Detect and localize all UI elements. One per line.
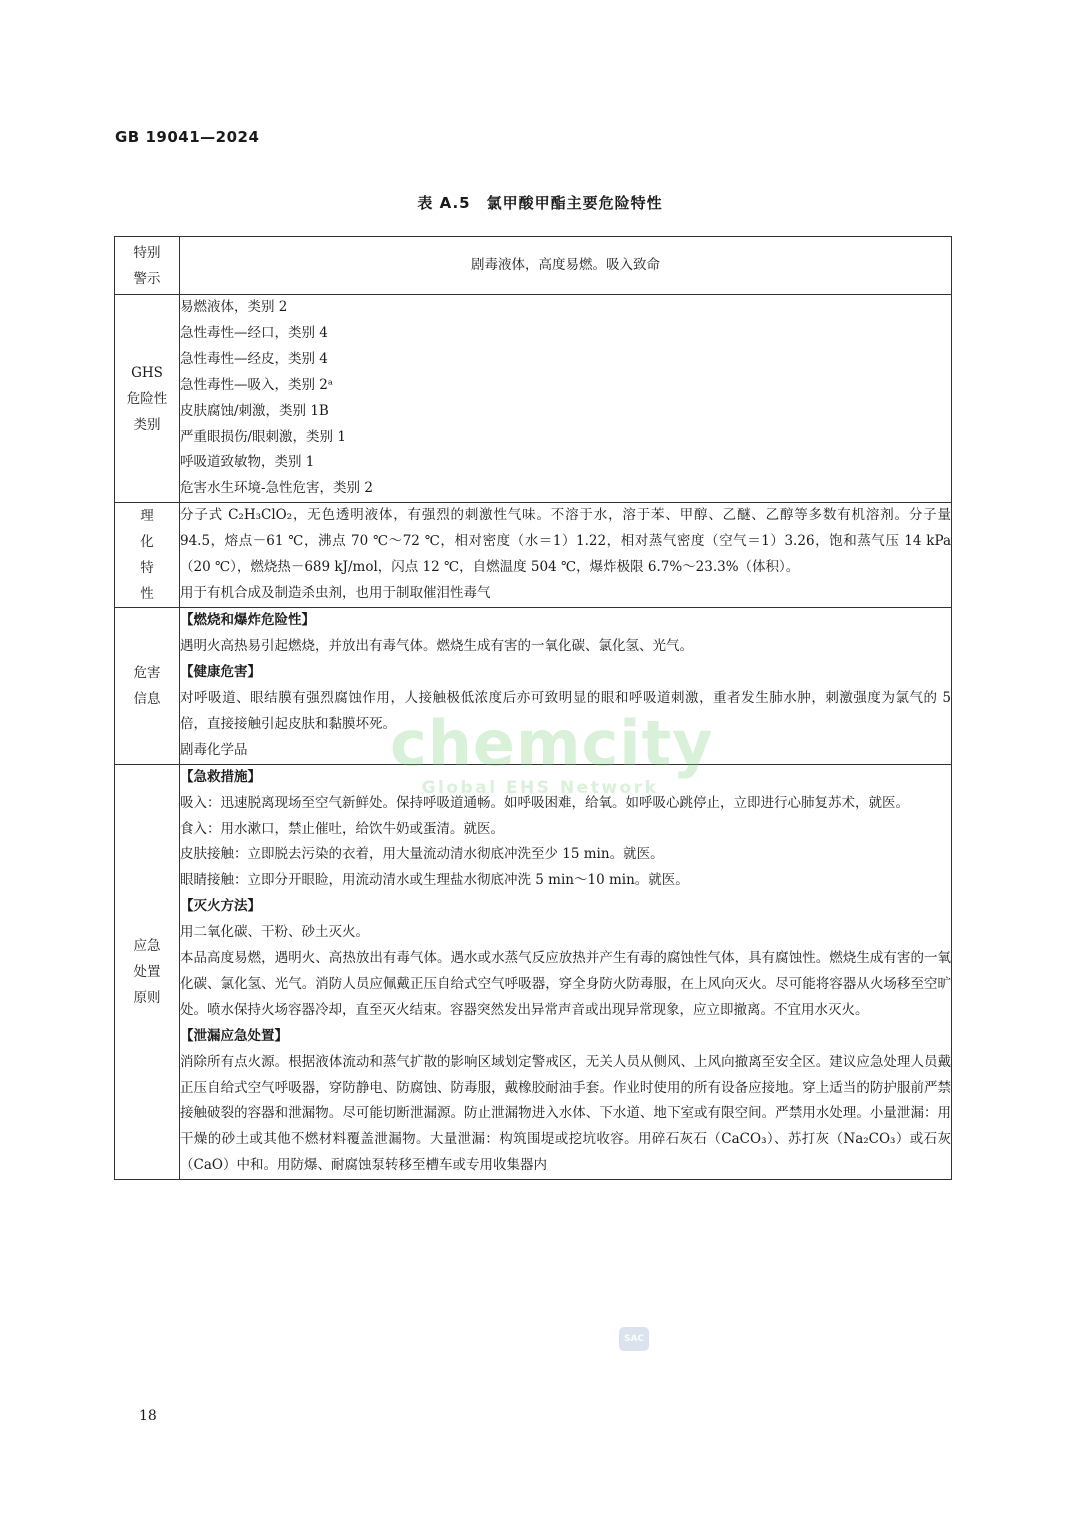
row-head-emergency — [115, 764, 180, 1180]
row-head-line: 危险性 — [126, 390, 168, 407]
row-body-ghs — [180, 295, 952, 503]
row-head-ghs — [115, 295, 180, 503]
table-row-special-warning — [115, 237, 952, 295]
row-head-line: 警示 — [133, 270, 161, 287]
row-body-emergency — [180, 764, 952, 1180]
row-head-line: 化 — [140, 534, 154, 551]
ghs-item: 严重眼损伤/眼刺激，类别 1 — [180, 428, 346, 445]
first-aid-eyes: 眼睛接触：立即分开眼睑，用流动清水或生理盐水彻底冲洗 5 min～10 min。就医。 — [180, 872, 689, 889]
row-head-hazard-info — [115, 608, 180, 764]
row-head-line: 性 — [140, 586, 154, 603]
standard-code: GB 19041—2024 — [115, 128, 260, 146]
section-text: 剧毒化学品 — [180, 741, 248, 758]
row-head-line: 原则 — [133, 989, 161, 1006]
section-heading-spill: 【泄漏应急处置】 — [180, 1027, 288, 1044]
row-head-physchem — [115, 503, 180, 608]
row-head-line: 危害 — [133, 664, 161, 681]
row-head-line: 信息 — [133, 690, 161, 707]
row-head-special-warning — [115, 237, 180, 295]
firefighting-text: 本品高度易燃，遇明火、高热放出有毒气体。遇水或水蒸气反应放热并产生有毒的腐蚀性气体，具有腐蚀性。燃烧生成有害的一氧化碳、氯化氢、光气。消防人员应佩戴正压自给式空气呼吸器，穿全身防火防毒服，在上风向灭火。尽可能将容器从火场移至空旷处。喷水保持火场容器冷却，直至灭火结束。容器突然发出异常声音或出现异常现象，应立即撤离。不宜用水灭火。 — [180, 950, 951, 1018]
table-label: 表 A.5 — [417, 194, 471, 212]
section-heading-health: 【健康危害】 — [180, 664, 261, 681]
section-text: 对呼吸道、眼结膜有强烈腐蚀作用，人接触极低浓度后亦可致明显的眼和呼吸道刺激，重者发生肺水肿，刺激强度为氯气的 5 倍，直接接触引起皮肤和黏膜坏死。 — [180, 689, 951, 732]
watermark-tagline: Global EHS Network — [421, 778, 659, 798]
ghs-item: 急性毒性—经口，类别 4 — [180, 324, 328, 341]
row-body-physchem — [180, 503, 952, 608]
row-head-line: GHS — [131, 364, 163, 381]
physchem-use: 用于有机合成及制造杀虫剂，也用于制取催泪性毒气 — [180, 585, 491, 602]
spill-text: 消除所有点火源。根据液体流动和蒸气扩散的影响区域划定警戒区，无关人员从侧风、上风向撤离至安全区。建议应急处理人员戴正压自给式空气呼吸器，穿防静电、防腐蚀、防毒服，戴橡胶耐油手套。作业时使用的所有设备应接地。穿上适当的防护服前严禁接触破裂的容器和泄漏物。尽可能切断泄漏源。防止泄漏物进入水体、下水道、地下室或有限空间。严禁用水处理。小量泄漏：用干燥的砂土或其他不燃材料覆盖泄漏物。大量泄漏：构筑围堤或挖坑收容。用碎石灰石（CaCO₃）、苏打灰（Na₂CO₃）或石灰（CaO）中和。用防爆、耐腐蚀泵转移至槽车或专用收集器内 — [180, 1053, 951, 1174]
row-head-line: 处置 — [133, 963, 161, 980]
ghs-item: 危害水生环境-急性危害，类别 2 — [180, 480, 373, 497]
section-heading-first-aid: 【急救措施】 — [180, 768, 261, 785]
sac-logo-icon: SAC — [619, 1327, 649, 1351]
page-number: 18 — [139, 1408, 157, 1424]
row-head-line: 类别 — [133, 416, 161, 433]
first-aid-skin: 皮肤接触：立即脱去污染的衣着，用大量流动清水彻底冲洗至少 15 min。就医。 — [180, 846, 664, 863]
section-heading-firefighting: 【灭火方法】 — [180, 898, 261, 915]
row-body-special-warning — [180, 237, 952, 295]
ghs-item: 呼吸道致敏物，类别 1 — [180, 454, 315, 471]
row-head-line: 特 — [140, 560, 154, 577]
row-body-hazard-info — [180, 608, 952, 764]
row-head-line: 应急 — [133, 937, 161, 954]
hazard-table — [114, 236, 952, 1180]
row-head-line: 理 — [140, 508, 154, 525]
table-title — [0, 192, 1080, 213]
firefighting-media: 用二氧化碳、干粉、砂土灭火。 — [180, 924, 369, 941]
ghs-item: 皮肤腐蚀/刺激，类别 1B — [180, 402, 329, 419]
physchem-paragraph: 分子式 C₂H₃ClO₂，无色透明液体，有强烈的刺激性气味。不溶于水，溶于苯、甲醇、乙醚、乙醇等多数有机溶剂。分子量 94.5，熔点－61 ℃，沸点 70 ℃～72 ℃，相对密度（水＝1）1.22，相对蒸气密度（空气＝1）3.26，饱和蒸气压 14 kPa（20 ℃），燃烧热－689 kJ/mol，闪点 12 ℃，自燃温度 504 ℃，爆炸极限 6.7%～23.3%（体积）。 — [180, 507, 951, 576]
ghs-item: 急性毒性—经皮，类别 4 — [180, 350, 328, 367]
section-text: 遇明火高热易引起燃烧，并放出有毒气体。燃烧生成有害的一氧化碳、氯化氢、光气。 — [180, 638, 693, 655]
watermark-logo-text: chemcity — [390, 707, 714, 780]
first-aid-ingestion: 食入：用水漱口，禁止催吐，给饮牛奶或蛋清。就医。 — [180, 820, 504, 837]
table-row-emergency — [115, 764, 952, 1180]
table-name: 氯甲酸甲酯主要危险特性 — [486, 194, 663, 212]
table-row-physchem — [115, 503, 952, 608]
first-aid-inhalation: 吸入：迅速脱离现场至空气新鲜处。保持呼吸道通畅。如呼吸困难，给氧。如呼吸心跳停止，立即进行心肺复苏术，就医。 — [180, 794, 909, 811]
section-heading-fire-explosion: 【燃烧和爆炸危险性】 — [180, 612, 315, 629]
ghs-item: 急性毒性—吸入，类别 2ᵃ — [180, 376, 334, 393]
ghs-item: 易燃液体，类别 2 — [180, 299, 288, 315]
text-line: 剧毒液体，高度易燃。吸入致命 — [471, 256, 660, 273]
row-head-line: 特别 — [133, 244, 161, 261]
table-row-hazard-info — [115, 608, 952, 764]
table-row-ghs — [115, 295, 952, 503]
